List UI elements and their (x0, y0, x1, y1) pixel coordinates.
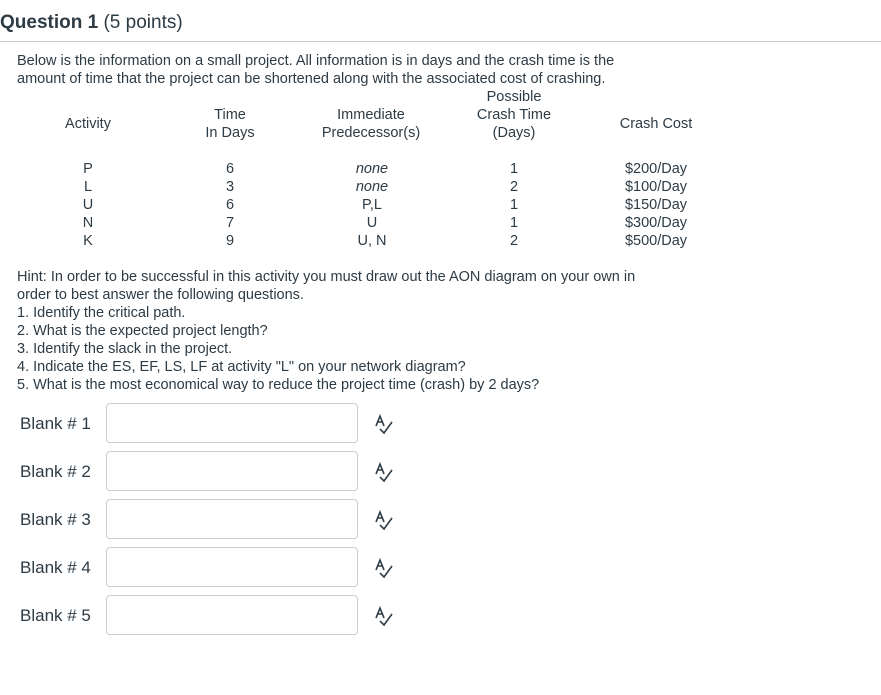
blank-5-input[interactable] (106, 595, 358, 635)
column-time (214, 160, 246, 250)
table-cell: 6 (225, 161, 235, 177)
header-crash-cost: Crash Cost (619, 116, 693, 132)
table-cell: 9 (225, 233, 235, 249)
column-predecessors (332, 160, 412, 250)
table-cell: K (83, 233, 93, 249)
column-activity (72, 160, 104, 250)
question-item: 4. Indicate the ES, EF, LS, LF at activity "L" on your network diagram? (17, 359, 466, 375)
spellcheck-icon[interactable] (372, 509, 394, 531)
table-cell: $300/Day (624, 215, 688, 231)
table-cell: P (83, 161, 93, 177)
header-predecessors: Immediate Predecessor(s) (321, 107, 421, 141)
header-activity: Activity (65, 116, 111, 132)
table-cell: 1 (509, 197, 519, 213)
header-crash-time: Possible Crash Time (Days) (476, 89, 552, 141)
question-item: 2. What is the expected project length? (17, 323, 268, 339)
blank-2-input[interactable] (106, 451, 358, 491)
blank-label: Blank # 4 (20, 558, 91, 577)
table-cell: $100/Day (624, 179, 688, 195)
blank-4-input[interactable] (106, 547, 358, 587)
blank-3-input[interactable] (106, 499, 358, 539)
header-time: Time In Days (205, 107, 255, 141)
column-crash-cost (610, 160, 702, 250)
question-header (0, 12, 183, 34)
spellcheck-icon[interactable] (372, 605, 394, 627)
question-item: 3. Identify the slack in the project. (17, 341, 233, 357)
table-cell: 2 (509, 233, 519, 249)
table-cell: $200/Day (624, 161, 688, 177)
spellcheck-icon[interactable] (372, 461, 394, 483)
table-cell: $150/Day (624, 197, 688, 213)
question-points: (5 points) (103, 12, 183, 33)
blank-label: Blank # 3 (20, 510, 91, 529)
table-cell: 7 (225, 215, 235, 231)
spellcheck-icon[interactable] (372, 413, 394, 435)
blank-label: Blank # 2 (20, 462, 91, 481)
column-crash-time (498, 160, 530, 250)
table-cell: 2 (509, 179, 519, 195)
table-cell: 1 (509, 161, 519, 177)
table-cell: P,L (362, 197, 382, 213)
table-cell: U (82, 197, 94, 213)
table-cell: 3 (225, 179, 235, 195)
table-cell: 6 (225, 197, 235, 213)
intro-paragraph: Below is the information on a small project. All information is in days and the crash time is the amount of time that the project can be shortened along with the associated cost of crashing. (17, 53, 615, 87)
question-item: 5. What is the most economical way to reduce the project time (crash) by 2 days? (17, 377, 540, 393)
table-cell: none (355, 179, 389, 195)
table-cell: L (83, 179, 93, 195)
blank-label: Blank # 5 (20, 606, 91, 625)
table-cell: U (366, 215, 378, 231)
table-cell: none (355, 161, 389, 177)
question-number: Question 1 (0, 12, 99, 33)
hint-paragraph: Hint: In order to be successful in this activity you must draw out the AON diagram on your own in order to best answer the following questions. 1. Identify the critical path. 2. What is the expected project length? 3. Identify the slack in the project. 4. Indicate the ES, EF, LS, LF at activity "L" on your network diagram? 5. What is the most economical way to reduce the project time (crash) by 2 days? (17, 268, 737, 394)
header-divider (0, 41, 881, 42)
blank-1-input[interactable] (106, 403, 358, 443)
table-cell: U, N (357, 233, 387, 249)
question-item: 1. Identify the critical path. (17, 305, 186, 321)
spellcheck-icon[interactable] (372, 557, 394, 579)
table-cell: $500/Day (624, 233, 688, 249)
table-cell: 1 (509, 215, 519, 231)
table-cell: N (82, 215, 94, 231)
blank-label: Blank # 1 (20, 414, 91, 433)
